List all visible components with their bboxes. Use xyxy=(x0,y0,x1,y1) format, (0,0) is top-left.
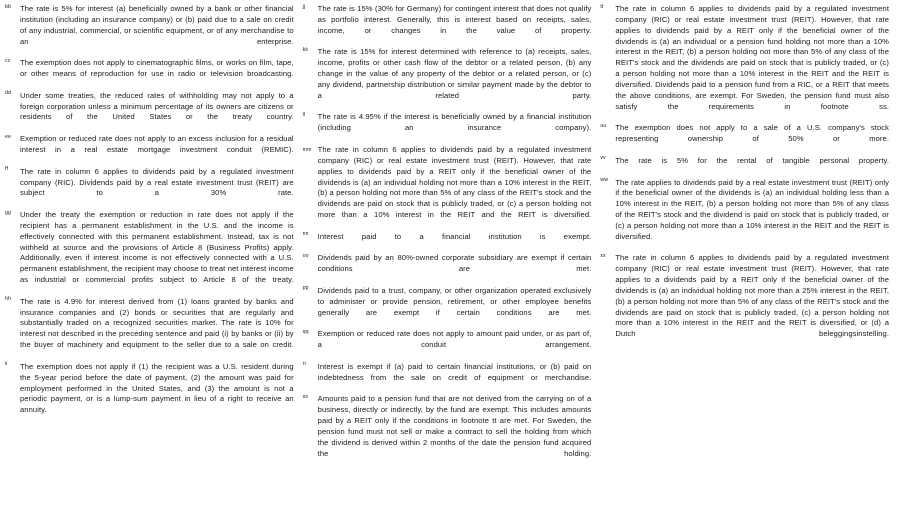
footnote-text: The exemption does not apply if (1) the recipient was a U.S. resident during the 5-year period before the date of payment, (2) the amount was paid for employment performed in the United States, and (3) the amount is not a periodic payment, or is a lump-sum payment in lieu of a right to receive an annuity. xyxy=(20,361,294,415)
footnote-marker: xx xyxy=(600,252,606,259)
footnote-text: The rate in column 6 applies to dividends paid by a regulated investment company (RIC) or real estate investment trust (REIT). However, that rate applies to a dividends paid by a REIT only if the beneficial owner of the dividends is (a) an individual holding not more than a 25% interest in the REIT, (b) a person holding not more than 5% of any class of the REIT's stock and the dividends are paid on stock that is publicly traded, (c) a person holding not more than a 10% interest in the REIT and the REIT is diversified, or (d) a Dutch beleggingsinstelling. xyxy=(615,253,890,339)
footnote-text: Under some treaties, the reduced rates of withholding may not apply to a foreign corporation unless a minimum percentage of its owners are citizens or residents of the United States or the treaty country. xyxy=(20,90,294,122)
footnote-mm xyxy=(302,145,592,232)
footnote-kk xyxy=(302,47,592,112)
footnote-marker: hh xyxy=(5,296,11,303)
footnote-text: Interest paid to a financial institution is exempt. xyxy=(317,231,592,241)
footnote-vv xyxy=(599,156,889,178)
footnote-marker: pp xyxy=(302,285,309,292)
footnote-qq xyxy=(302,329,592,362)
footnote-ii xyxy=(4,362,294,427)
footnote-hh xyxy=(4,297,294,362)
footnote-text: Under the treaty the exemption or reduction in rate does not apply if the recipient has a permanent establishment in the U.S. and the income is effectively connected with this permanent establishment. Instead, tax is not withheld at source and the provisions of Article 8 (Business Profits) apply. Additionally, even if interest income is not effectively connected with a U.S. permanent establishment, the recipient may choose to treat net interest income as industrial or commercial profits subject to Article 8 of the treaty. xyxy=(20,210,294,285)
footnote-text: The rate in column 6 applies to dividends paid by a regulated investment company (RIC). Dividends paid by a real estate investment trust (REIT) are subject to a 30% rate. xyxy=(20,166,294,198)
footnote-ll xyxy=(302,112,592,145)
footnote-text: The rate is 15% for interest determined with reference to (a) receipts, sales, income, profits or other cash flow of the debtor or a related person, (b) any change in the value of any property of the debtor or a related person, or (c) any dividend, partnership distribution or similar payment made by the debtor to a related party. xyxy=(317,47,592,100)
footnote-column-3 xyxy=(597,4,895,351)
footnote-text: The exemption does not apply to cinematographic films, or works on film, tape, or other means of reproduction for use in radio or television broadcasting. xyxy=(20,58,294,79)
footnote-rr xyxy=(302,362,592,395)
footnote-text: The rate is 15% (30% for Germany) for contingent interest that does not qualify as portfolio interest. Generally, this is interest based on receipts, sales, income, or changes in the value of property. xyxy=(317,4,592,35)
footnote-ww xyxy=(599,178,889,254)
footnote-marker: gg xyxy=(5,209,11,216)
footnote-text: The rate in column 6 applies to dividends paid by a regulated investment company (RIC) or real estate investment trust (REIT). However, that rate applies to dividends paid by a REIT only if the beneficial owner of the dividends is (a) an individual holding not more than a 10% interest in the REIT, (b) a person holding not more than 5% of any class of the REIT's stock and the dividends are paid on stock that is publicly traded, or (c) a person holding not more than a 10% interest in the REIT and the REIT is diversified. xyxy=(317,144,592,220)
footnote-pp xyxy=(302,286,592,329)
footnote-dd xyxy=(4,91,294,134)
footnote-uu xyxy=(599,123,889,156)
footnote-marker: vv xyxy=(600,155,606,162)
footnote-marker: nn xyxy=(302,231,309,238)
footnote-text: The rate applies to dividends paid by a real estate investment trust (REIT) only if the beneficial owner of the dividends is (a) an individual holding less than a 10% interest in the REIT, (b) a person holding not more than 5% of any class of the REIT's stock and the dividend is paid on stock that is publicly traded, or (c) a person holding not more than a 10% interest in the REIT and the REIT is diversified. xyxy=(615,177,890,241)
footnote-bb xyxy=(4,4,294,58)
footnote-marker: ll xyxy=(302,111,306,118)
footnote-ss xyxy=(302,394,592,470)
footnote-marker: ww xyxy=(600,177,609,183)
footnote-marker: dd xyxy=(5,90,11,97)
footnote-marker: kk xyxy=(302,46,309,53)
footnote-column-2 xyxy=(300,4,598,470)
footnote-marker: ee xyxy=(5,133,11,140)
footnote-xx xyxy=(599,253,889,351)
footnote-text: Interest is exempt if (a) paid to certain financial institutions, or (b) paid on indebtedness from the sale on credit of equipment or merchandise. xyxy=(317,361,592,382)
footnote-nn xyxy=(302,232,592,254)
footnote-text: Dividends paid by an 80%-owned corporate subsidiary are exempt if certain conditions are met. xyxy=(317,253,592,274)
footnote-text: Dividends paid to a trust, company, or other organization operated exclusively to administer or provide pension, retirement, or other employee benefits generally are exempt if certain conditions are met. xyxy=(317,285,592,317)
footnote-text: The exemption does not apply to a sale of a U.S. company's stock representing ownership of 50% or more. xyxy=(615,123,890,144)
footnote-cc xyxy=(4,58,294,91)
footnote-text: The rate is 4.95% if the interest is beneficially owned by a financial institution (including an insurance company). xyxy=(317,112,592,133)
footnote-marker: ii xyxy=(5,361,8,368)
footnote-marker: cc xyxy=(5,57,11,64)
footnote-marker: rr xyxy=(302,361,307,368)
footnote-marker: jj xyxy=(302,3,306,10)
footnote-marker: mm xyxy=(302,147,312,154)
footnote-tt xyxy=(599,4,889,123)
footnote-ff xyxy=(4,167,294,210)
footnote-marker: ff xyxy=(5,166,8,173)
footnote-text: The rate in column 6 applies to dividends paid by a regulated investment company (RIC) or real estate investment trust (REIT). However, that rate applies to dividends paid by a REIT only if the beneficial owner of the dividends is (a) an individual or a pension fund holding not more than a 10% interest in the REIT, (b) a person holding not more than 5% of any class of the REIT's stock and the dividends are paid on stock that is publicly traded, or (c) a person holding not more than a 10% interest in the REIT and the REIT is diversified. Dividends paid to a pension fund from a RIC, or a REIT that meets the above conditions, are exempt. For Sweden, the pension fund must also satisfy the requirements in footnote ss. xyxy=(615,4,890,111)
footnote-marker: bb xyxy=(5,3,11,10)
footnote-marker: tt xyxy=(600,3,604,10)
footnote-gg xyxy=(4,210,294,297)
footnote-marker: qq xyxy=(302,328,309,335)
footnote-oo xyxy=(302,253,592,286)
footnote-text: The rate is 5% for the rental of tangible personal property. xyxy=(615,155,890,165)
footnote-column-1 xyxy=(2,4,300,427)
footnote-text: The rate is 5% for interest (a) beneficially owned by a bank or other financial institution (including an insurance company) or (b) paid due to a sale on credit of any industrial, commercial, or scientific equipment, or of any merchandise to an enterprise. xyxy=(20,4,294,46)
footnote-marker: oo xyxy=(302,252,309,259)
footnote-jj xyxy=(302,4,592,47)
footnote-text: Exemption or reduced rate does not apply to amount paid under, or as part of, a conduit arrangement. xyxy=(317,329,592,350)
footnote-marker: uu xyxy=(600,122,607,129)
footnote-text: Amounts paid to a pension fund that are not derived from the carrying on of a business, directly or indirectly, by the fund are exempt. This includes amounts paid by a REIT only if the conditions in footnote tt are met. For Sweden, the pension fund must not sell or make a contract to sell the holding from which the dividend is derived within 2 months of the date the pension fund acquired the holding. xyxy=(317,394,592,458)
footnote-text: The rate is 4.9% for interest derived from (1) loans granted by banks and insurance companies and (2) bonds or securities that are regularly and substantially traded on a recognized securities market. The rate is 10% for interest not described in the preceding sentence and paid (i) by banks or (ii) by the buyer of machinery and equipment to the seller due to a sale on credit. xyxy=(20,296,294,350)
footnote-text: Exemption or reduced rate does not apply to an excess inclusion for a residual interest in a real estate mortgage investment conduit (REMIC). xyxy=(20,134,294,154)
footnote-marker: ss xyxy=(302,393,309,400)
footnote-ee xyxy=(4,134,294,167)
